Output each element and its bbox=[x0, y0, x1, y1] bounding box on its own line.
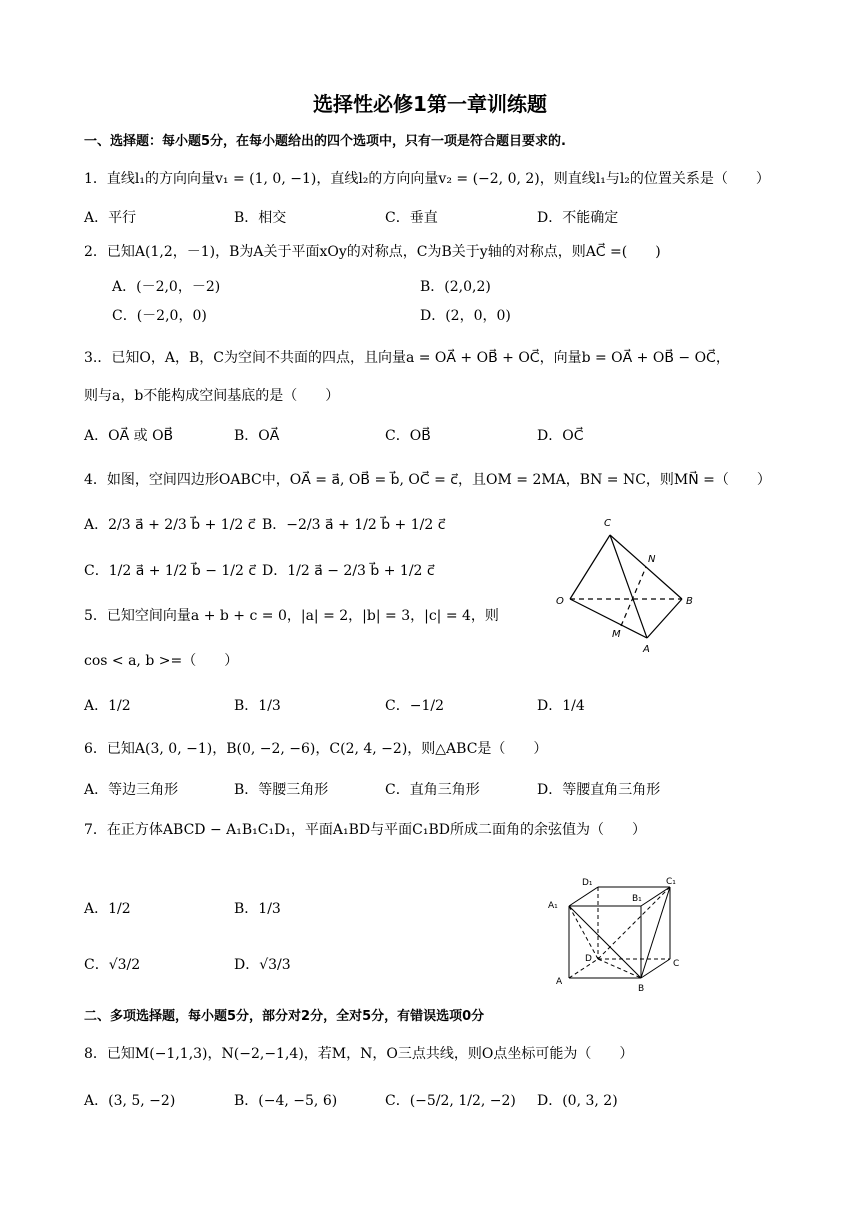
q4-option-d[interactable]: D．1/2 a⃗ − 2/3 b⃗ + 1/2 c⃗ bbox=[262, 563, 435, 579]
q1-option-d[interactable]: D．不能确定 bbox=[537, 210, 619, 226]
fig7-label-d: D bbox=[585, 954, 592, 964]
q3-option-c[interactable]: C．OB⃗ bbox=[385, 428, 431, 444]
q5-option-b[interactable]: B．1/3 bbox=[234, 698, 281, 714]
fig7-label-a: A bbox=[556, 977, 563, 987]
question-7-stem: 7．在正方体ABCD − A₁B₁C₁D₁，平面A₁BD与平面C₁BD所成二面角的余弦值为（ ） bbox=[84, 822, 646, 838]
q7-option-b[interactable]: B．1/3 bbox=[234, 901, 281, 917]
fig7-label-d1: D₁ bbox=[582, 878, 593, 888]
q3-option-a[interactable]: A．OA⃗ 或 OB⃗ bbox=[84, 428, 174, 444]
fig7-label-b: B bbox=[638, 984, 645, 994]
fig7-label-a1: A₁ bbox=[548, 901, 558, 911]
question-3-stem-line-1: 3.．已知O，A，B，C为空间不共面的四点，且向量a = OA⃗ + OB⃗ + OC⃗，向量b = OA⃗ + OB⃗ − OC⃗， bbox=[84, 350, 730, 366]
q2-option-b[interactable]: B．(2,0,2) bbox=[420, 279, 491, 295]
q7-option-c[interactable]: C．√3/2 bbox=[84, 957, 141, 973]
q3-option-d[interactable]: D．OC⃗ bbox=[537, 428, 584, 444]
fig4-label-a: A bbox=[643, 644, 650, 655]
question-5-stem-line-1: 5．已知空间向量a + b + c = 0，|a| = 2，|b| = 3，|c| = 4，则 bbox=[84, 608, 499, 624]
q4-option-b[interactable]: B．−2/3 a⃗ + 1/2 b⃗ + 1/2 c⃗ bbox=[262, 517, 446, 533]
q6-option-b[interactable]: B．等腰三角形 bbox=[234, 782, 329, 798]
question-1-stem: 1．直线l₁的方向向量v₁ = (1, 0, −1)，直线l₂的方向向量v₂ = (−2, 0, 2)，则直线l₁与l₂的位置关系是（ ） bbox=[84, 171, 770, 187]
section-heading-single-choice: 一、选择题：每小题5分，在每小题给出的四个选项中，只有一项是符合题目要求的. bbox=[84, 134, 566, 149]
fig4-label-n: N bbox=[648, 554, 656, 565]
q4-option-c[interactable]: C．1/2 a⃗ + 1/2 b⃗ − 1/2 c⃗ bbox=[84, 563, 257, 579]
q2-option-a[interactable]: A．(－2,0，－2) bbox=[112, 279, 221, 295]
question-4-stem: 4．如图，空间四边形OABC中，OA⃗ = a⃗, OB⃗ = b⃗, OC⃗ = c⃗，且OM = 2MA，BN = NC，则MN⃗ =（ ） bbox=[84, 472, 771, 488]
question-8-stem: 8．已知M(−1,1,3)，N(−2,−1,4)，若M，N，O三点共线，则O点坐标可能为（ ） bbox=[84, 1046, 634, 1062]
q8-option-b[interactable]: B．(−4, −5, 6) bbox=[234, 1093, 338, 1109]
q6-option-d[interactable]: D．等腰直角三角形 bbox=[537, 782, 661, 798]
fig7-label-c1: C₁ bbox=[666, 877, 676, 887]
q8-option-d[interactable]: D．(0, 3, 2) bbox=[537, 1093, 618, 1109]
question-2-stem: 2．已知A(1,2，－1)，B为A关于平面xOy的对称点，C为B关于y轴的对称点，则AC⃗ =( ) bbox=[84, 244, 661, 260]
fig4-label-c: C bbox=[604, 518, 611, 529]
question-6-stem: 6．已知A(3, 0, −1)，B(0, −2, −6)，C(2, 4, −2)，则△ABC是（ ） bbox=[84, 741, 548, 757]
question-3-stem-line-2: 则与a，b不能构成空间基底的是（ ） bbox=[84, 388, 340, 404]
q8-option-a[interactable]: A．(3, 5, −2) bbox=[84, 1093, 176, 1109]
page-title: 选择性必修1第一章训练题 bbox=[313, 92, 547, 116]
q7-option-d[interactable]: D．√3/3 bbox=[234, 957, 291, 973]
q1-option-c[interactable]: C．垂直 bbox=[385, 210, 438, 226]
section-heading-multiple-choice: 二、多项选择题，每小题5分，部分对2分，全对5分，有错误选项0分 bbox=[84, 1009, 485, 1024]
q6-option-c[interactable]: C．直角三角形 bbox=[385, 782, 480, 798]
q1-option-a[interactable]: A．平行 bbox=[84, 210, 137, 226]
fig4-label-m: M bbox=[612, 629, 621, 640]
q5-option-d[interactable]: D．1/4 bbox=[537, 698, 585, 714]
fig4-label-o: O bbox=[556, 596, 564, 607]
fig7-label-c: C bbox=[673, 959, 680, 969]
fig4-label-b: B bbox=[686, 596, 693, 607]
q5-option-c[interactable]: C．−1/2 bbox=[385, 698, 444, 714]
cube-figure bbox=[540, 872, 690, 996]
q1-option-b[interactable]: B．相交 bbox=[234, 210, 287, 226]
tetrahedron-figure bbox=[550, 512, 710, 662]
q4-option-a[interactable]: A．2/3 a⃗ + 2/3 b⃗ + 1/2 c⃗ bbox=[84, 517, 256, 533]
q5-option-a[interactable]: A．1/2 bbox=[84, 698, 131, 714]
q6-option-a[interactable]: A．等边三角形 bbox=[84, 782, 179, 798]
q2-option-c[interactable]: C．(－2,0，0) bbox=[112, 308, 207, 324]
q3-option-b[interactable]: B．OA⃗ bbox=[234, 428, 280, 444]
q2-option-d[interactable]: D．(2，0，0) bbox=[420, 308, 511, 324]
q8-option-c[interactable]: C．(−5/2, 1/2, −2) bbox=[385, 1093, 516, 1109]
q7-option-a[interactable]: A．1/2 bbox=[84, 901, 131, 917]
fig7-label-b1: B₁ bbox=[632, 894, 642, 904]
question-5-stem-line-2: cos < a, b >=（ ） bbox=[84, 653, 239, 669]
